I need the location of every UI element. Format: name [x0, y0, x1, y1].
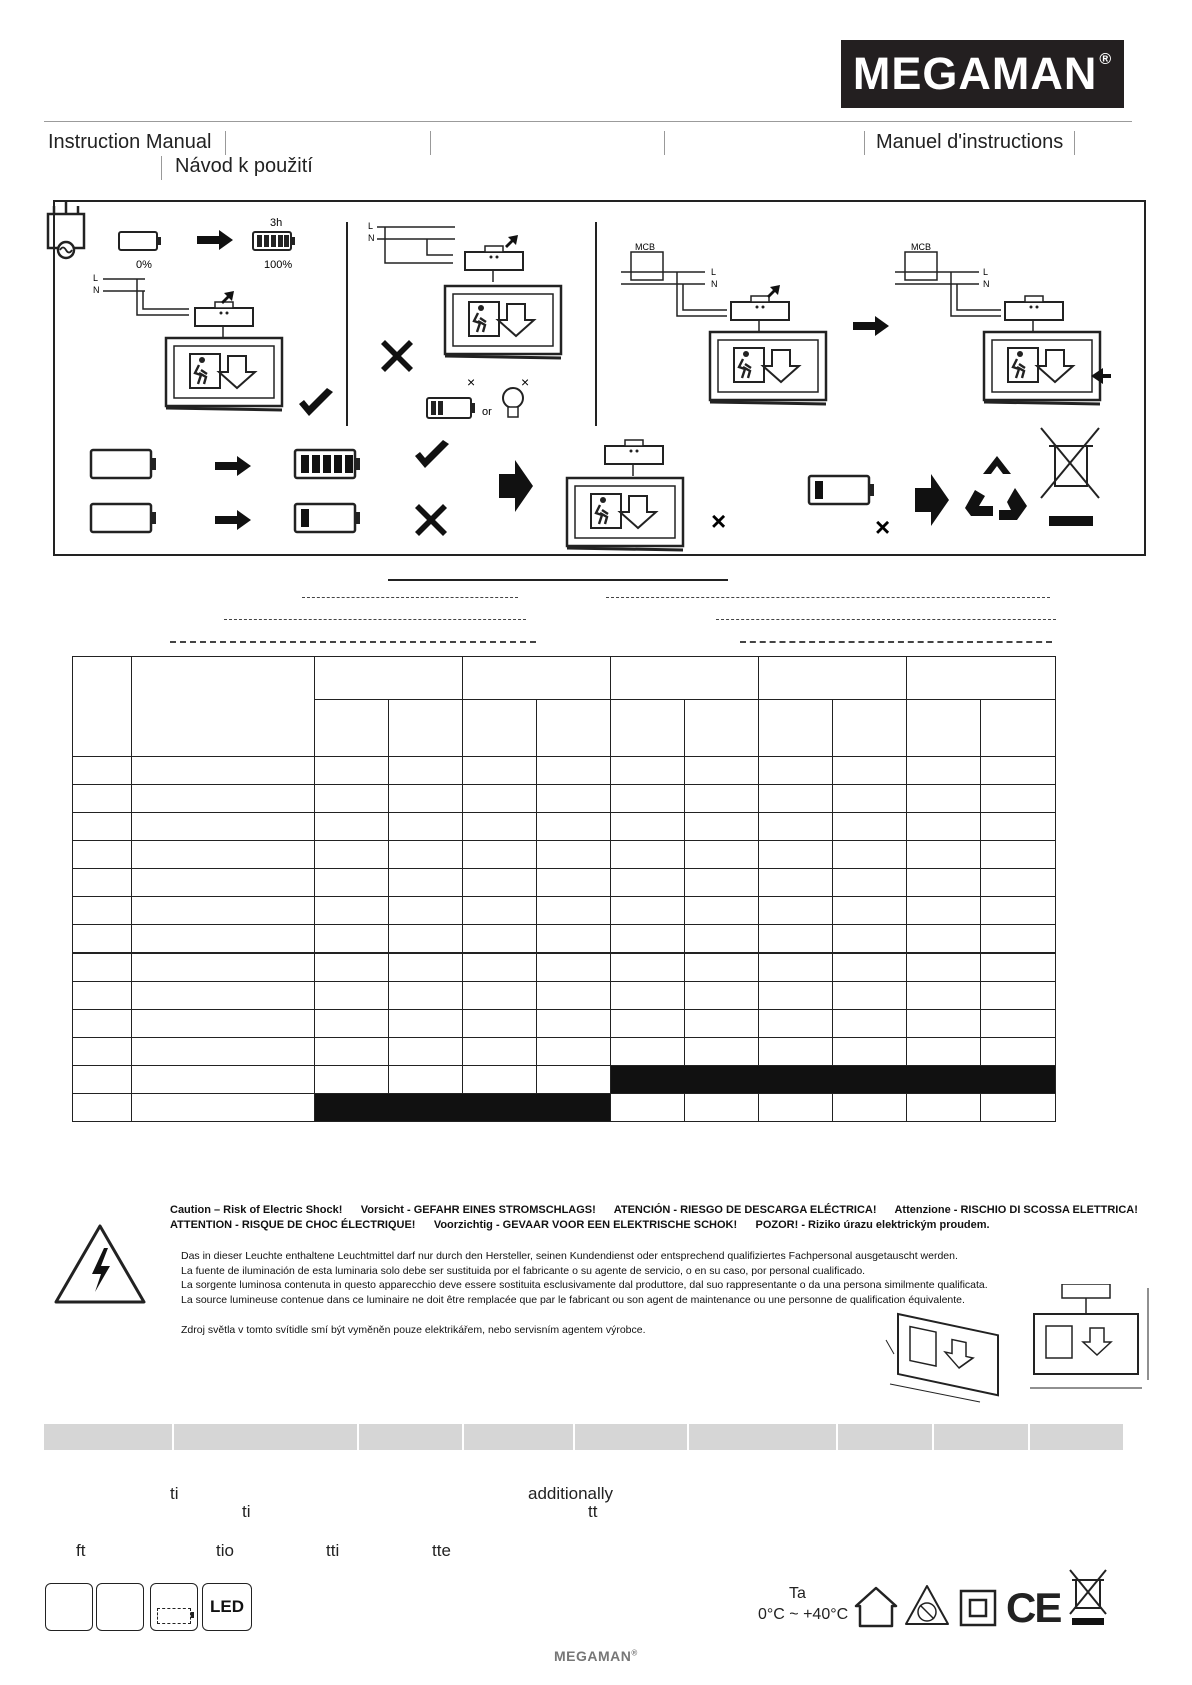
text-fragment: tt [588, 1502, 598, 1521]
svg-text:N: N [983, 279, 990, 289]
field-line [740, 641, 1052, 643]
svg-text:N: N [711, 279, 718, 289]
svg-text:MCB: MCB [635, 242, 655, 252]
table-header-cell [132, 657, 315, 757]
svg-text:×: × [521, 374, 530, 390]
table-row [73, 1010, 1056, 1038]
title-en: Instruction Manual [48, 131, 212, 153]
installation-diagram-panel [53, 200, 1146, 556]
title-cz: Návod k použití [175, 155, 313, 177]
brand-name: MEGAMAN [852, 48, 1098, 99]
title-separator [225, 131, 226, 155]
or-label: or [482, 406, 492, 418]
field-line [716, 619, 1056, 620]
class-ii-icon [958, 1588, 998, 1628]
title-separator [1074, 131, 1075, 155]
no-cover-insulation-icon [902, 1582, 952, 1630]
table-row [73, 1066, 1056, 1094]
table-header-cell [73, 657, 132, 757]
table-row [73, 925, 1056, 954]
field-line [606, 597, 1050, 598]
table-row [73, 982, 1056, 1010]
title-separator [664, 131, 665, 155]
battery-full-icon [253, 232, 295, 250]
svg-text:×: × [875, 512, 891, 542]
table-header-group [907, 657, 1056, 700]
text-fragment: tte [432, 1541, 451, 1560]
warning-line-1: Caution – Risk of Electric Shock! Vorsicht - GEFAHR EINES STROMSCHLAGS! ATENCIÓN - RIESGO DE DESCARGA ELÉCTRICA! Attenzione - RISCHIO DI SCOSSA ELETTRICA! [170, 1204, 1138, 1216]
dimension-drawing [880, 1284, 1180, 1404]
field-line [170, 641, 536, 643]
indoor-use-icon [852, 1584, 900, 1630]
table-row [73, 869, 1056, 897]
recycle-icon [965, 456, 1027, 520]
led-icon: LED [202, 1583, 252, 1631]
svg-text:N: N [93, 285, 100, 295]
svg-text:L: L [93, 273, 99, 283]
warning-paragraphs: Das in dieser Leuchte enthaltene Leuchtmittel darf nur durch den Hersteller, seinen Kundendienst oder entsprechend qualifiziertes Fachpersonal ausgetauscht werden. La fuente de iluminación de esta luminaria solo debe ser sustituida por el fabricante o su agente de servicio, o en su caso, por personal cualificado. La sorgente luminosa contenuta in questo apparecchio deve essere sostituita esclusivamente dal produttore, dal suo rappresentante o da una persona similmente qualificata. La source lumineuse contenue dans ce luminaire ne doit être remplacée que par le fabricant ou son agent de maintenance ou une personne de qualification équivalente. [181, 1250, 988, 1306]
field-line [224, 619, 526, 620]
ce-mark-icon: CE [1006, 1584, 1061, 1631]
title-separator [430, 131, 431, 155]
footer-logo: MEGAMAN® [554, 1648, 638, 1664]
field-line [302, 597, 518, 598]
text-fragment: additionally [528, 1484, 614, 1503]
svg-text:×: × [467, 374, 476, 390]
weee-bin-icon [1041, 428, 1099, 526]
svg-text:L: L [711, 267, 717, 277]
text-fragment: ti [242, 1502, 251, 1521]
brand-logo [841, 40, 1124, 108]
battery-info-icon [150, 1583, 198, 1631]
battery-low-icon [427, 398, 475, 418]
charge-hours-label: 3h [270, 217, 283, 229]
text-fragment: tio [216, 1541, 234, 1560]
heading-underline [388, 579, 728, 581]
table-header-row [73, 657, 1056, 700]
table-row [73, 897, 1056, 925]
weee-icon [1066, 1568, 1110, 1628]
table-header-group [759, 657, 907, 700]
svg-text:MCB: MCB [911, 242, 931, 252]
text-fragment: ti [170, 1484, 179, 1503]
table-row [73, 1038, 1056, 1066]
electric-shock-warning-icon [52, 1222, 148, 1306]
svg-text:L: L [983, 267, 989, 277]
table-header-group [463, 657, 611, 700]
title-separator [864, 131, 865, 155]
table-row [73, 785, 1056, 813]
charge-empty-label: 0% [136, 259, 152, 271]
ambient-temp-label: Ta [789, 1585, 806, 1602]
specification-table [72, 656, 1056, 1122]
warning-line-2: ATTENTION - RISQUE DE CHOC ÉLECTRIQUE! Voorzichtig - GEVAAR VOOR EEN ELEKTRISCHE SCHOK! POZOR! - Riziko úrazu elektrickým proudem. [170, 1219, 990, 1231]
warning-czech: Zdroj světla v tomto svítidle smí být vyměněn pouze elektrikářem, nebo servisním agentem výrobce. [181, 1324, 646, 1336]
info-box-icon [96, 1583, 144, 1631]
text-fragment: tti [326, 1541, 340, 1560]
table-row [73, 813, 1056, 841]
charge-full-label: 100% [264, 259, 293, 271]
header-rule [44, 121, 1132, 122]
ambient-temp-range: 0°C ~ +40°C [758, 1606, 849, 1623]
table-row [73, 953, 1056, 982]
info-box-icon [45, 1583, 93, 1631]
registered-mark: ® [1099, 51, 1113, 68]
table-row [73, 1094, 1056, 1122]
table-header-group [611, 657, 759, 700]
title-separator [161, 156, 162, 180]
table-row [73, 757, 1056, 785]
shaded-cell [611, 1066, 1056, 1094]
table-row [73, 841, 1056, 869]
battery-empty-icon [119, 232, 161, 250]
bulb-icon [503, 388, 523, 417]
title-fr: Manuel d'instructions [876, 131, 1064, 153]
svg-text:×: × [711, 506, 727, 536]
svg-text:N: N [368, 233, 375, 243]
shaded-cell [315, 1094, 611, 1122]
text-fragment: ft [76, 1541, 86, 1560]
spec-strip [44, 1424, 1123, 1450]
svg-text:L: L [368, 221, 374, 231]
table-header-group [315, 657, 463, 700]
